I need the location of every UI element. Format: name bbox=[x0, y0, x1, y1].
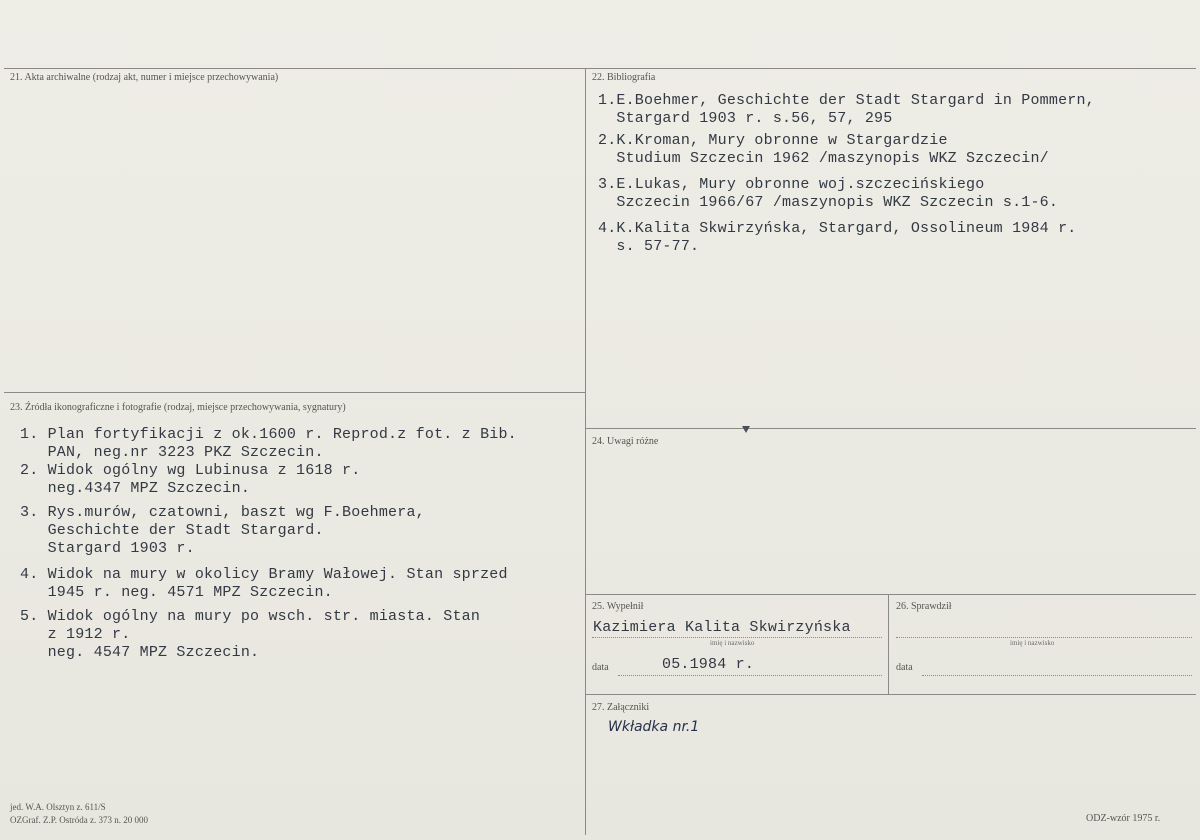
checked-by-name-line bbox=[896, 637, 1192, 638]
checked-by-date-label: data bbox=[896, 662, 913, 673]
rule-24-25 bbox=[586, 594, 1196, 595]
printer-line-1: jed. W.A. Olsztyn z. 611/S bbox=[10, 802, 106, 812]
rule-22-24 bbox=[586, 428, 1196, 429]
field-21-label: 21. Akta archiwalne (rodzaj akt, numer i miejsce przechowywania) bbox=[10, 72, 279, 83]
printer-line-2: OZGraf. Z.P. Ostróda z. 373 n. 20 000 bbox=[10, 815, 148, 825]
filled-by-name-caption: imię i nazwisko bbox=[710, 639, 755, 647]
bibliography-entry-3: 3.E.Lukas, Mury obronne woj.szczecińskiego Szczecin 1966/67 /maszynopis WKZ Szczecin s.1-6. bbox=[598, 176, 1059, 211]
field-24-label: 24. Uwagi różne bbox=[592, 436, 659, 447]
field-23-label: 23. Źródła ikonograficzne i fotografie (rodzaj, miejsce przechowywania, sygnatury) bbox=[10, 402, 346, 413]
checked-by-date-line bbox=[922, 675, 1192, 676]
field-25-label: 25. Wypełnił bbox=[592, 601, 644, 612]
iconography-entry-4: 4. Widok na mury w okolicy Bramy Wałowej. Stan sprzed 1945 r. neg. 4571 MPZ Szczecin. bbox=[20, 566, 508, 601]
center-divider bbox=[585, 68, 586, 835]
field-22-label: 22. Bibliografia bbox=[592, 72, 656, 83]
checked-by-name-caption: imię i nazwisko bbox=[1010, 639, 1055, 647]
divider-25-26 bbox=[888, 594, 889, 694]
form-id: ODZ-wzór 1975 r. bbox=[1086, 813, 1161, 824]
iconography-entry-3: 3. Rys.murów, czatowni, baszt wg F.Boehmera, Geschichte der Stadt Stargard. Stargard 1903 r. bbox=[20, 504, 425, 557]
rule-25-27 bbox=[586, 694, 1196, 695]
bibliography-entry-1: 1.E.Boehmer, Geschichte der Stadt Stargard in Pommern, Stargard 1903 r. s.56, 57, 295 bbox=[598, 92, 1095, 127]
iconography-entry-2: 2. Widok ogólny wg Lubinusa z 1618 r. neg.4347 MPZ Szczecin. bbox=[20, 462, 361, 497]
attachments-handwritten: Wkładka nr.1 bbox=[608, 719, 700, 735]
iconography-entry-5: 5. Widok ogólny na mury po wsch. str. miasta. Stan z 1912 r. neg. 4547 MPZ Szczecin. bbox=[20, 608, 481, 661]
field-26-label: 26. Sprawdził bbox=[896, 601, 952, 612]
filled-by-name: Kazimiera Kalita Skwirzyńska bbox=[593, 619, 851, 636]
bibliography-entry-4: 4.K.Kalita Skwirzyńska, Stargard, Ossolineum 1984 r. s. 57-77. bbox=[598, 220, 1077, 255]
filled-by-name-line bbox=[592, 637, 882, 638]
filled-by-date: 05.1984 r. bbox=[662, 656, 755, 673]
rule-21-23 bbox=[4, 392, 586, 393]
top-rule bbox=[4, 68, 1196, 69]
filled-by-date-line bbox=[618, 675, 882, 676]
bibliography-entry-2: 2.K.Kroman, Mury obronne w Stargardzie Studium Szczecin 1962 /maszynopis WKZ Szczecin/ bbox=[598, 132, 1049, 167]
iconography-entry-1: 1. Plan fortyfikacji z ok.1600 r. Reprod.z fot. z Bib. PAN, neg.nr 3223 PKZ Szczecin. bbox=[20, 426, 517, 461]
field-27-label: 27. Załączniki bbox=[592, 702, 650, 713]
filled-by-date-label: data bbox=[592, 662, 609, 673]
carbon-mark bbox=[742, 426, 750, 433]
